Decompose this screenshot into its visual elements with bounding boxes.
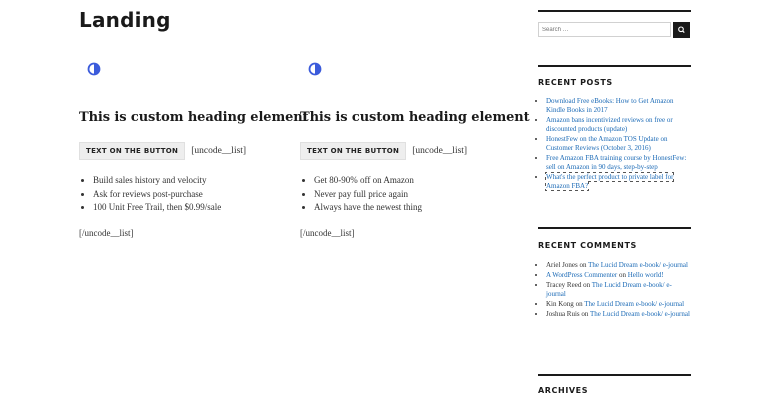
recent-post-link[interactable]: HonestFew on the Amazon TOS Update on Customer Reviews (October 3, 2016) <box>546 135 668 152</box>
comment-item <box>546 281 691 299</box>
custom-heading: This is custom heading element <box>300 110 530 125</box>
archives-title: ARCHIVES <box>538 386 589 395</box>
recent-post-link[interactable]: Download Free eBooks: How to Get Amazon Kindle Books in 2017 <box>546 97 674 114</box>
list-item: • Ask for reviews post-purchase <box>93 188 221 202</box>
comment-connector: on <box>619 271 626 279</box>
feature-list <box>79 174 221 215</box>
list-item <box>546 154 691 172</box>
search-icon <box>673 22 690 38</box>
search-button[interactable] <box>673 22 690 38</box>
widget-divider <box>538 374 691 376</box>
comment-connector: on <box>579 261 587 269</box>
half-circle-icon <box>87 62 101 76</box>
recent-comments-list <box>538 261 691 320</box>
comment-author: Kin Kong <box>546 300 574 308</box>
list-item <box>546 173 691 191</box>
page-title: Landing <box>79 8 171 32</box>
shortcode-open: [uncode__list] <box>412 146 468 156</box>
widget-divider <box>538 227 691 229</box>
list-item <box>546 116 691 134</box>
comment-item <box>546 261 691 270</box>
list-item: • Never pay full price again <box>314 188 422 202</box>
recent-post-link[interactable]: Amazon bans incentivized reviews on free or discounted products (update) <box>546 116 673 133</box>
list-item: • Build sales history and velocity <box>93 174 221 188</box>
list-item <box>546 135 691 153</box>
comment-author: Tracey Reed <box>546 281 582 289</box>
comment-connector: on <box>583 281 591 289</box>
custom-heading: This is custom heading element <box>79 110 309 125</box>
shortcode-close: [/uncode__list] <box>79 228 134 238</box>
recent-posts-title: RECENT POSTS <box>538 78 613 87</box>
text-on-button[interactable]: TEXT ON THE BUTTON <box>79 142 185 160</box>
widget-divider <box>538 10 691 12</box>
recent-comments-title: RECENT COMMENTS <box>538 241 637 250</box>
widget-divider <box>538 65 691 67</box>
recent-post-link[interactable]: What's the perfect product to private label for Amazon FBA? <box>546 173 674 190</box>
list-item <box>546 97 691 115</box>
button-row <box>79 142 246 160</box>
list-item: • Get 80-90% off on Amazon <box>314 174 422 188</box>
comment-connector: on <box>575 300 583 308</box>
comment-connector: on <box>581 310 589 318</box>
comment-author: Ariel Jones <box>546 261 578 269</box>
comment-post-link[interactable]: Hello world! <box>627 271 664 279</box>
list-item: • 100 Unit Free Trail, then $0.99/sale <box>93 201 221 215</box>
shortcode-open: [uncode__list] <box>191 146 247 156</box>
shortcode-close: [/uncode__list] <box>300 228 355 238</box>
search-input[interactable] <box>538 22 671 37</box>
comment-post-link[interactable]: The Lucid Dream e-book/ e-journal <box>590 310 690 318</box>
comment-item <box>546 271 691 280</box>
comment-post-link[interactable]: The Lucid Dream e-book/ e-journal <box>588 261 688 269</box>
half-circle-icon <box>308 62 322 76</box>
text-on-button[interactable]: TEXT ON THE BUTTON <box>300 142 406 160</box>
button-row <box>300 142 467 160</box>
list-item: • Always have the newest thing <box>314 201 422 215</box>
recent-post-link[interactable]: Free Amazon FBA training course by HonestFew: sell on Amazon in 90 days, step-by-step <box>546 154 687 171</box>
comment-post-link[interactable]: The Lucid Dream e-book/ e-journal <box>546 281 672 298</box>
recent-posts-list <box>538 97 691 192</box>
comment-post-link[interactable]: The Lucid Dream e-book/ e-journal <box>584 300 685 308</box>
feature-list <box>300 174 422 215</box>
comment-item <box>546 310 691 319</box>
comment-author: Joshua Ruis <box>546 310 580 318</box>
comment-item <box>546 300 691 309</box>
comment-author-link[interactable]: A WordPress Commenter <box>546 271 618 279</box>
